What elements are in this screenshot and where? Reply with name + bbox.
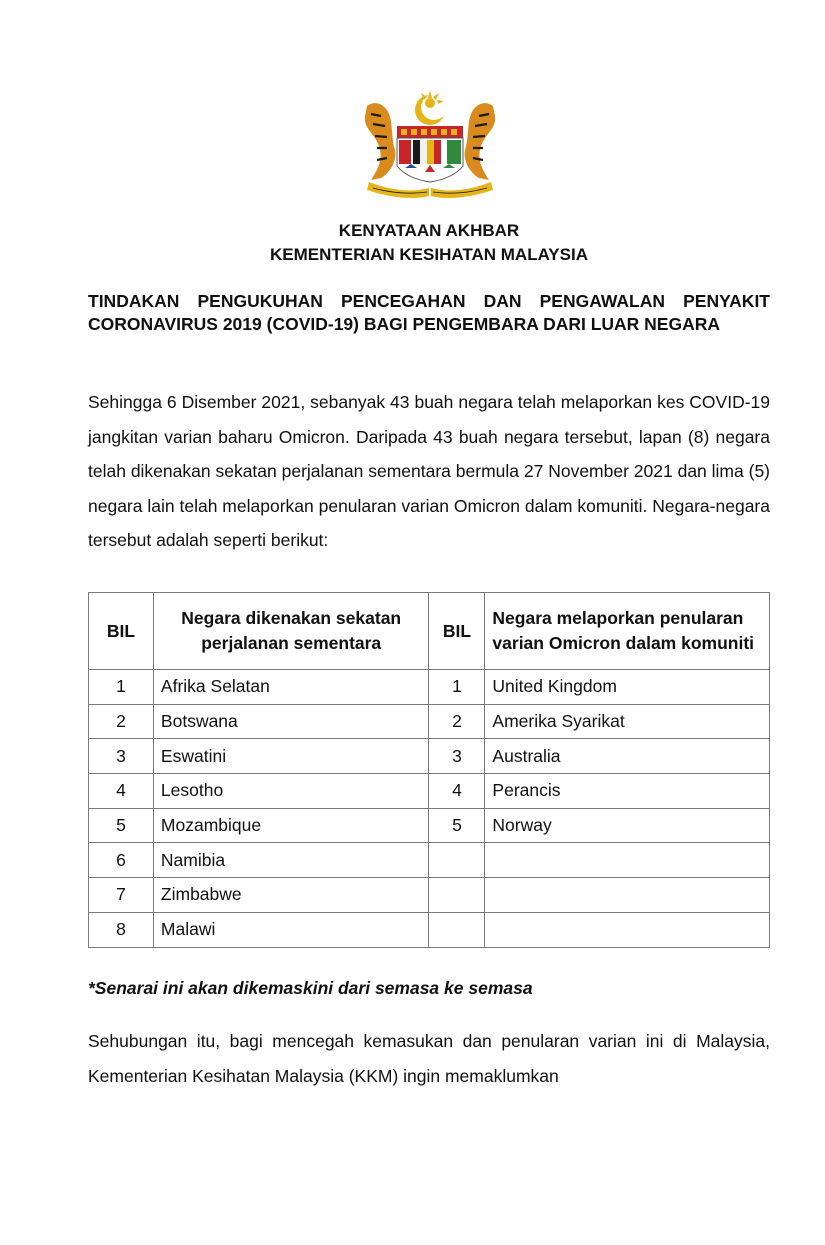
table-row [89,670,770,705]
country-list-table [88,592,770,948]
document-title: TINDAKAN PENGUKUHAN PENCEGAHAN DAN PENGAWALAN PENYAKIT CORONAVIRUS 2019 (COVID-19) BAGI PENGEMBARA DARI LUAR NEGARA [88,291,770,334]
community-country-cell: Perancis [485,774,770,809]
bil-cell: 2 [429,704,485,739]
table-row [89,739,770,774]
header-line-2: KEMENTERIAN KESIHATAN MALAYSIA [270,245,588,264]
table-row [89,774,770,809]
bil-cell [429,878,485,913]
intro-paragraph: Sehingga 6 Disember 2021, sebanyak 43 buah negara telah melaporkan kes COVID-19 jangkitan varian baharu Omicron. Daripada 43 buah negara tersebut, lapan (8) negara telah dikenakan sekatan perjalanan sementara bermula 27 November 2021 dan lima (5) negara lain telah melaporkan penularan varian Omicron dalam komuniti. Negara-negara tersebut adalah seperti berikut: [88,392,770,551]
header-community-spread: Negara melaporkan penularan varian Omicron dalam komuniti [485,593,770,670]
bil-cell: 5 [429,808,485,843]
bil-cell: 2 [89,704,154,739]
restricted-country-cell: Mozambique [153,808,429,843]
table-header-row [89,593,770,670]
restricted-country-cell: Malawi [153,912,429,947]
restricted-country-cell: Afrika Selatan [153,670,429,705]
table-row [89,704,770,739]
restricted-country-cell: Eswatini [153,739,429,774]
malaysia-coat-of-arms-icon [355,88,505,200]
header-travel-restriction: Negara dikenakan sekatan perjalanan sementara [153,593,429,670]
bil-cell: 7 [89,878,154,913]
restricted-country-cell: Zimbabwe [153,878,429,913]
table-row [89,808,770,843]
restricted-country-cell: Botswana [153,704,429,739]
bil-cell [429,912,485,947]
community-country-cell [485,843,770,878]
header-bil-2: BIL [429,593,485,670]
bil-cell: 4 [89,774,154,809]
header-bil-1: BIL [89,593,154,670]
restricted-country-cell: Namibia [153,843,429,878]
table-row [89,912,770,947]
bil-cell [429,843,485,878]
community-country-cell: United Kingdom [485,670,770,705]
bil-cell: 5 [89,808,154,843]
table-row [89,878,770,913]
bil-cell: 3 [429,739,485,774]
bil-cell: 6 [89,843,154,878]
community-country-cell: Australia [485,739,770,774]
community-country-cell: Norway [485,808,770,843]
bil-cell: 3 [89,739,154,774]
bil-cell: 4 [429,774,485,809]
bil-cell: 1 [429,670,485,705]
table-row [89,843,770,878]
restricted-country-cell: Lesotho [153,774,429,809]
community-country-cell: Amerika Syarikat [485,704,770,739]
community-country-cell [485,912,770,947]
bil-cell: 8 [89,912,154,947]
header-line-1: KENYATAAN AKHBAR [338,221,520,240]
bil-cell: 1 [89,670,154,705]
followup-paragraph: Sehubungan itu, bagi mencegah kemasukan dan penularan varian ini di Malaysia, Kementerian Kesihatan Malaysia (KKM) ingin memaklumkan [88,1031,770,1086]
community-country-cell [485,878,770,913]
list-update-note: *Senarai ini akan dikemaskini dari semasa ke semasa [88,978,533,998]
